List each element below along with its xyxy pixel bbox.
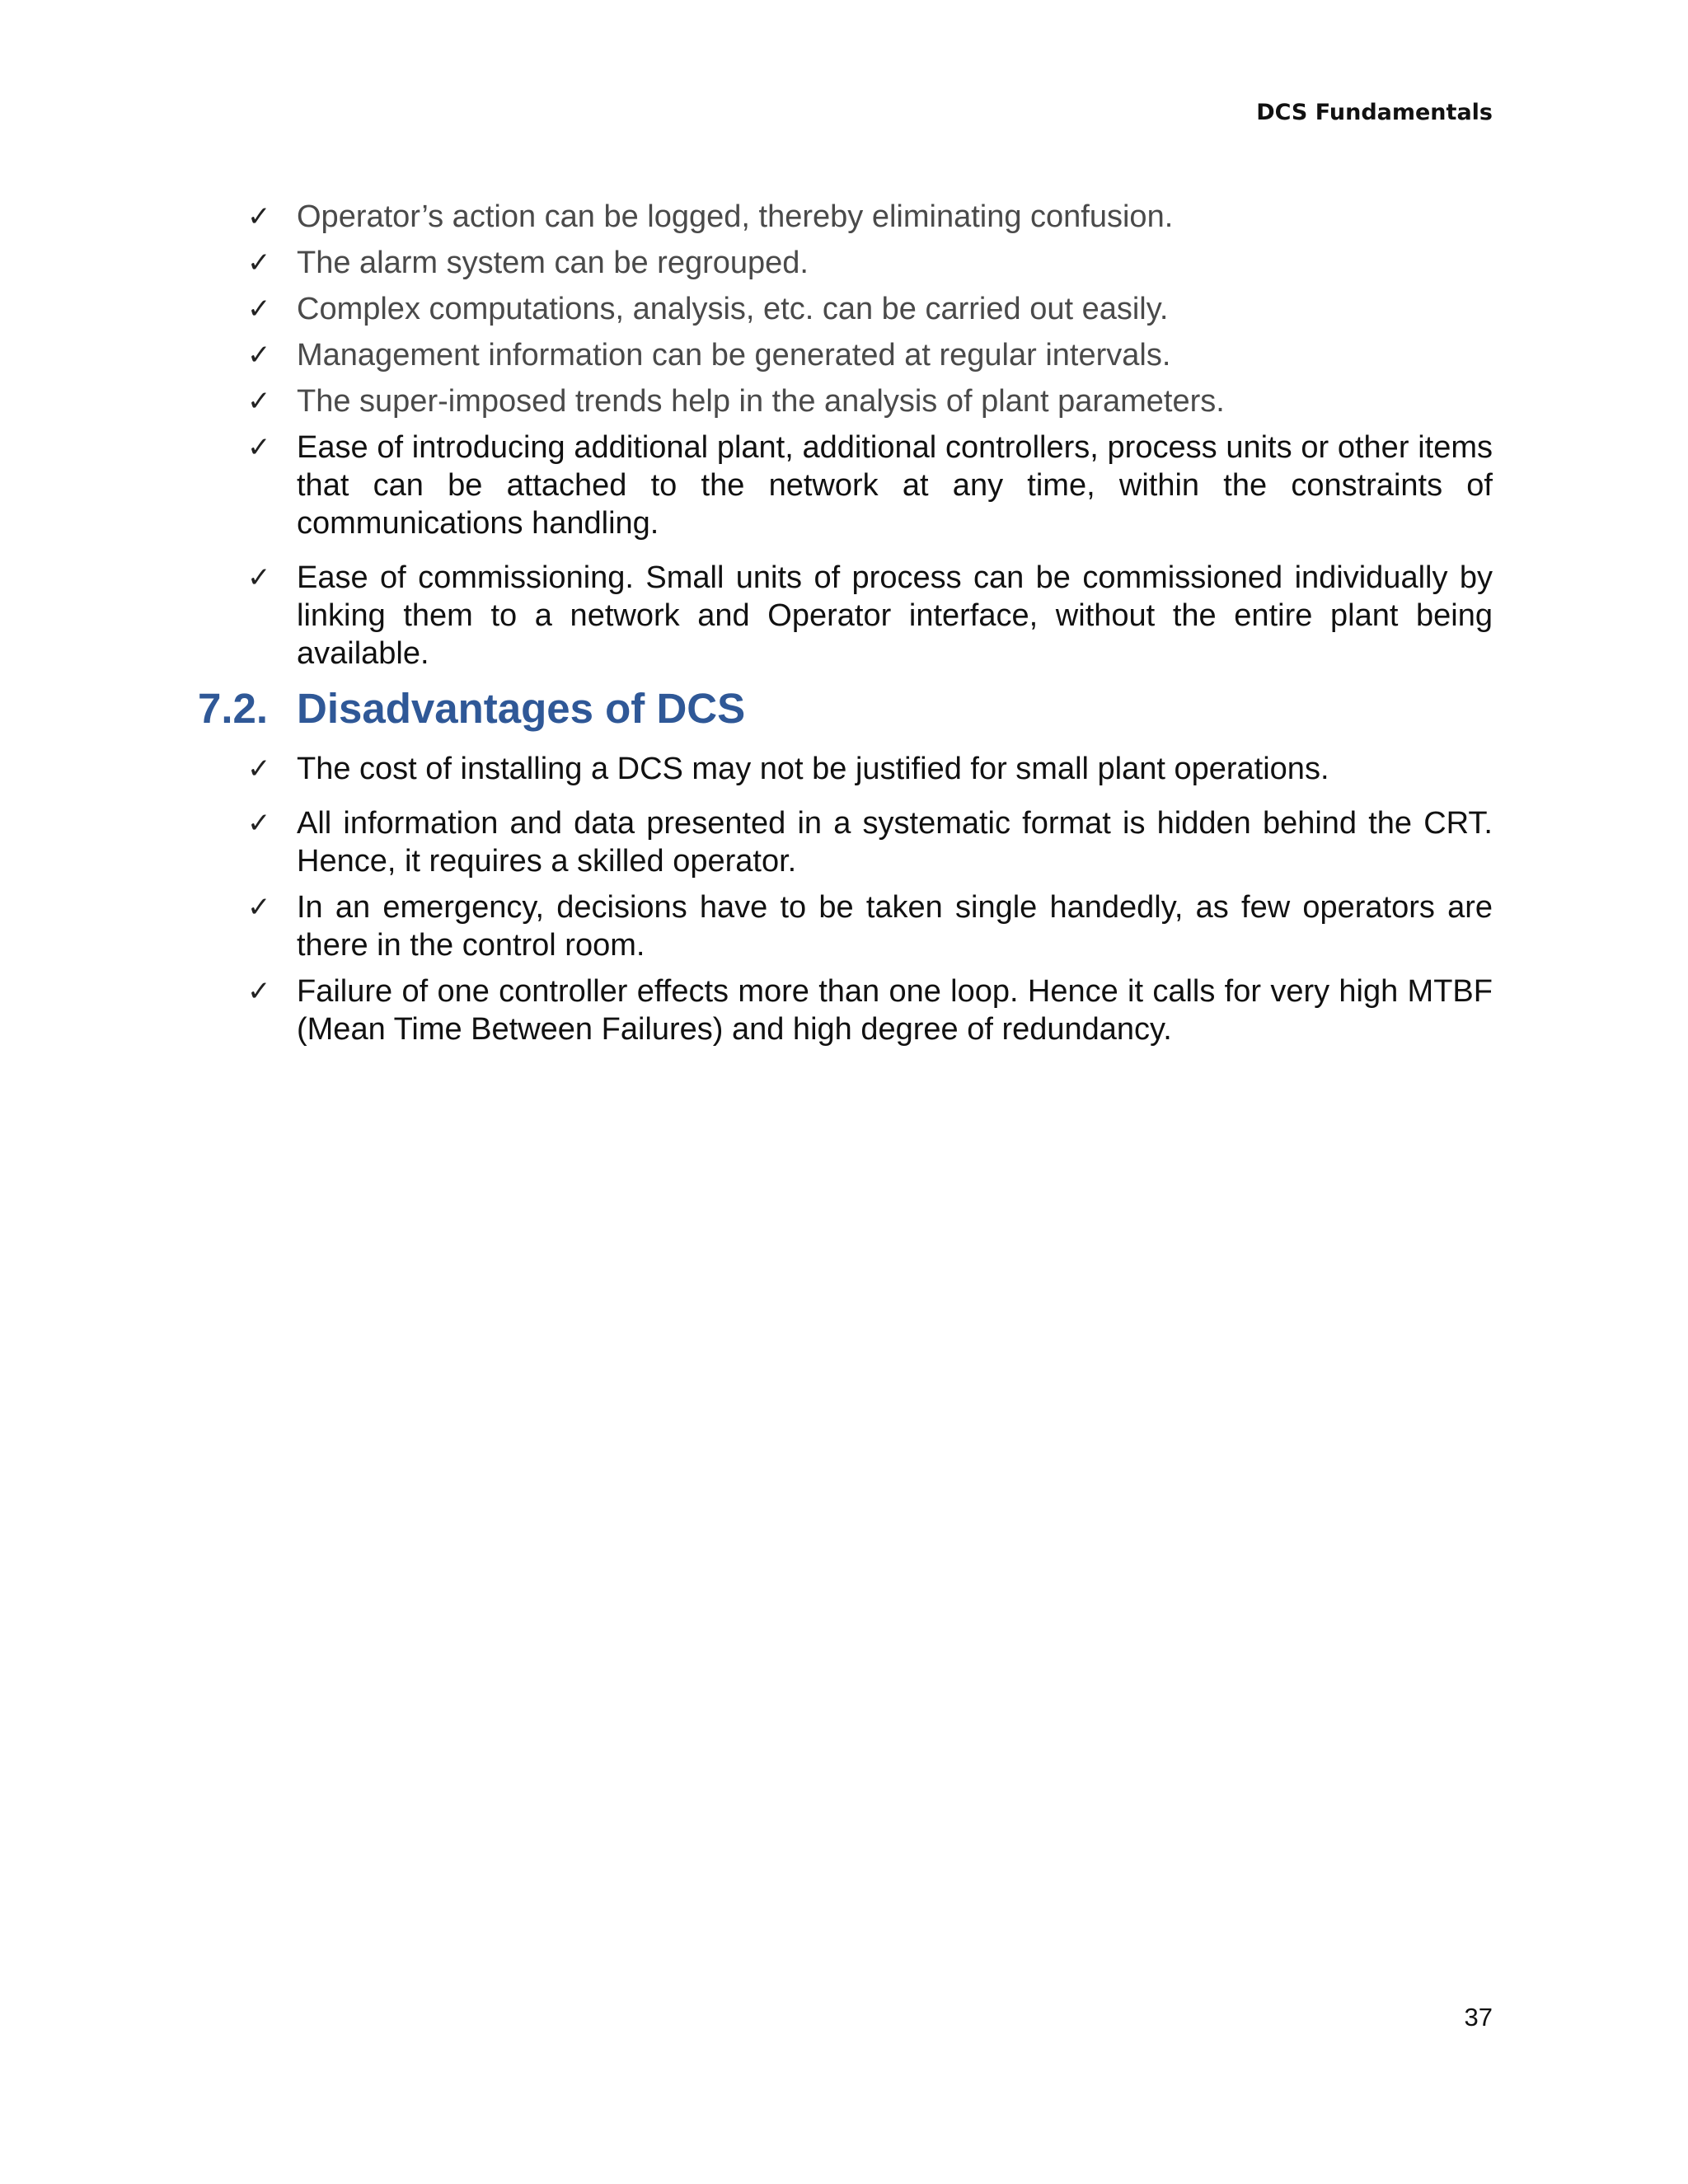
list-item-text: Operator’s action can be logged, thereby eliminating confusion. [297, 199, 1174, 234]
list-item-text: Failure of one controller effects more than one loop. Hence it calls for very high MTBF (Mean Time Between Failures) and high degree of redundancy. [297, 974, 1493, 1047]
list-item-text: Ease of commissioning. Small units of process can be commissioned individually by linking them to a network and Operator interface, without the entire plant being available. [297, 560, 1493, 671]
checkmark-icon: ✓ [247, 807, 271, 840]
checkmark-icon: ✓ [247, 891, 271, 924]
checkmark-icon: ✓ [247, 246, 271, 279]
checkmark-icon: ✓ [247, 975, 271, 1008]
list-item [247, 804, 1493, 880]
list-item [247, 750, 1493, 788]
list-item [247, 888, 1493, 964]
list-item [247, 336, 1493, 374]
list-item-text: Management information can be generated at regular intervals. [297, 338, 1171, 373]
list-item-text: The cost of installing a DCS may not be justified for small plant operations. [297, 752, 1329, 786]
running-header: DCS Fundamentals [1256, 100, 1493, 125]
list-item-text: Complex computations, analysis, etc. can be carried out easily. [297, 292, 1169, 326]
list-item [247, 429, 1493, 542]
checkmark-icon: ✓ [247, 752, 271, 785]
section-number: 7.2. [198, 685, 269, 732]
list-item [247, 198, 1493, 236]
section-title: Disadvantages of DCS [297, 685, 746, 732]
list-item [247, 382, 1493, 420]
section-heading [198, 684, 745, 733]
list-item [247, 290, 1493, 328]
list-item-text: The alarm system can be regrouped. [297, 246, 809, 280]
page-number: 37 [1464, 2003, 1493, 2032]
list-item-text: Ease of introducing additional plant, additional controllers, process units or other items that can be attached to the network at any time, within the constraints of communications handling. [297, 430, 1493, 541]
checkmark-icon: ✓ [247, 339, 271, 372]
checkmark-icon: ✓ [247, 385, 271, 418]
checkmark-icon: ✓ [247, 431, 271, 464]
list-item [247, 244, 1493, 282]
list-item-text: The super-imposed trends help in the analysis of plant parameters. [297, 384, 1225, 419]
advantages-list [247, 198, 1493, 689]
list-item [247, 972, 1493, 1048]
checkmark-icon: ✓ [247, 200, 271, 233]
checkmark-icon: ✓ [247, 293, 271, 326]
disadvantages-list [247, 750, 1493, 1057]
list-item [247, 559, 1493, 673]
checkmark-icon: ✓ [247, 561, 271, 594]
list-item-text: All information and data presented in a systematic format is hidden behind the CRT. Hence, it requires a skilled operator. [297, 806, 1493, 879]
list-item-text: In an emergency, decisions have to be taken single handedly, as few operators are there in the control room. [297, 890, 1493, 963]
